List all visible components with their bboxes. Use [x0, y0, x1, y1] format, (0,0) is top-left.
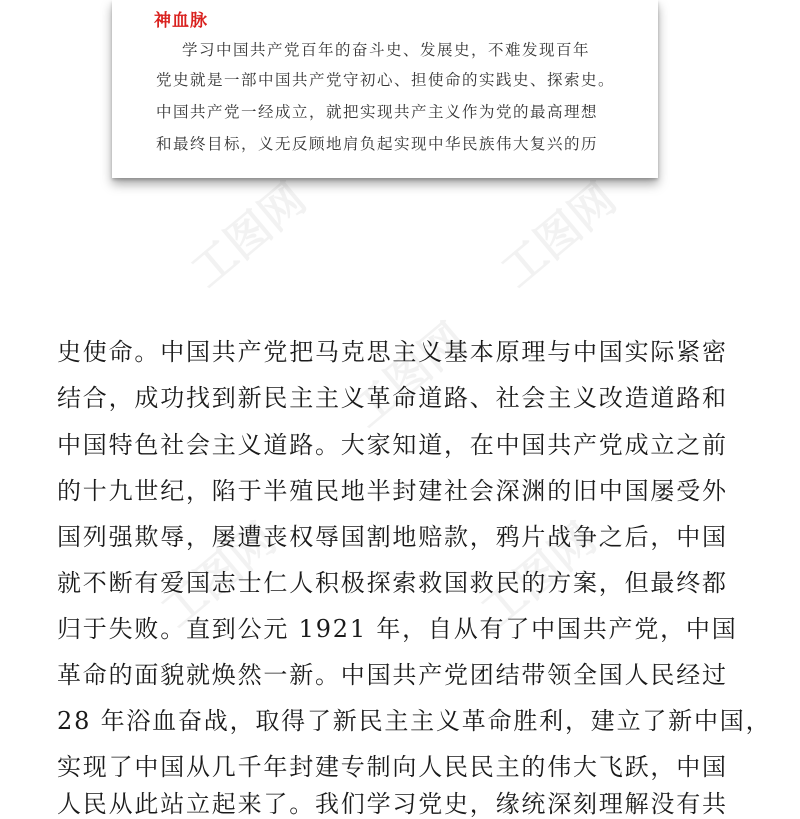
- body-line: 的十九世纪，陷于半殖民地半封建社会深渊的旧中国屡受外: [57, 477, 728, 505]
- watermark-logo: 工图网: [151, 513, 286, 638]
- body-line: 结合，成功找到新民主主义革命道路、社会主义改造道路和: [57, 384, 728, 412]
- body-line: 史使命。中国共产党把马克思主义基本原理与中国实际紧密: [57, 338, 728, 366]
- watermark-logo: 工图网: [471, 513, 606, 638]
- card-line: 党史就是一部中国共产党守初心、担使命的实践史、探索史。: [156, 71, 616, 89]
- body-line: 实现了中国从几千年封建专制向人民民主的伟大飞跃，中国: [57, 753, 728, 781]
- body-line: 就不断有爱国志士仁人积极探索救国救民的方案，但最终都: [57, 569, 728, 597]
- body-line: 革命的面貌就焕然一新。中国共产党团结带领全国人民经过: [57, 661, 728, 689]
- excerpt-card: [112, 0, 658, 178]
- body-line: 国列强欺辱，屡遭丧权辱国割地赔款，鸦片战争之后，中国: [57, 523, 728, 551]
- body-line: 人民从此站立起来了。我们学习党史，缘统深刻理解没有共: [57, 790, 728, 818]
- card-line: 中国共产党一经成立，就把实现共产主义作为党的最高理想: [156, 103, 599, 121]
- card-line: 学习中国共产党百年的奋斗史、发展史，不难发现百年: [182, 41, 591, 59]
- body-line: 归于失败。直到公元 1921 年，自从有了中国共产党，中国: [57, 615, 738, 643]
- watermark-logo: 工图网: [341, 313, 476, 438]
- card-heading: 神血脉: [154, 11, 208, 31]
- body-line: 中国特色社会主义道路。大家知道，在中国共产党成立之前: [57, 431, 728, 459]
- card-line: 和最终目标，义无反顾地肩负起实现中华民族伟大复兴的历: [156, 135, 599, 153]
- watermark-logo: 工图网: [491, 173, 626, 298]
- watermark-logo: 工图网: [181, 173, 316, 298]
- body-line: 28 年浴血奋战，取得了新民主主义革命胜利，建立了新中国，: [57, 707, 772, 735]
